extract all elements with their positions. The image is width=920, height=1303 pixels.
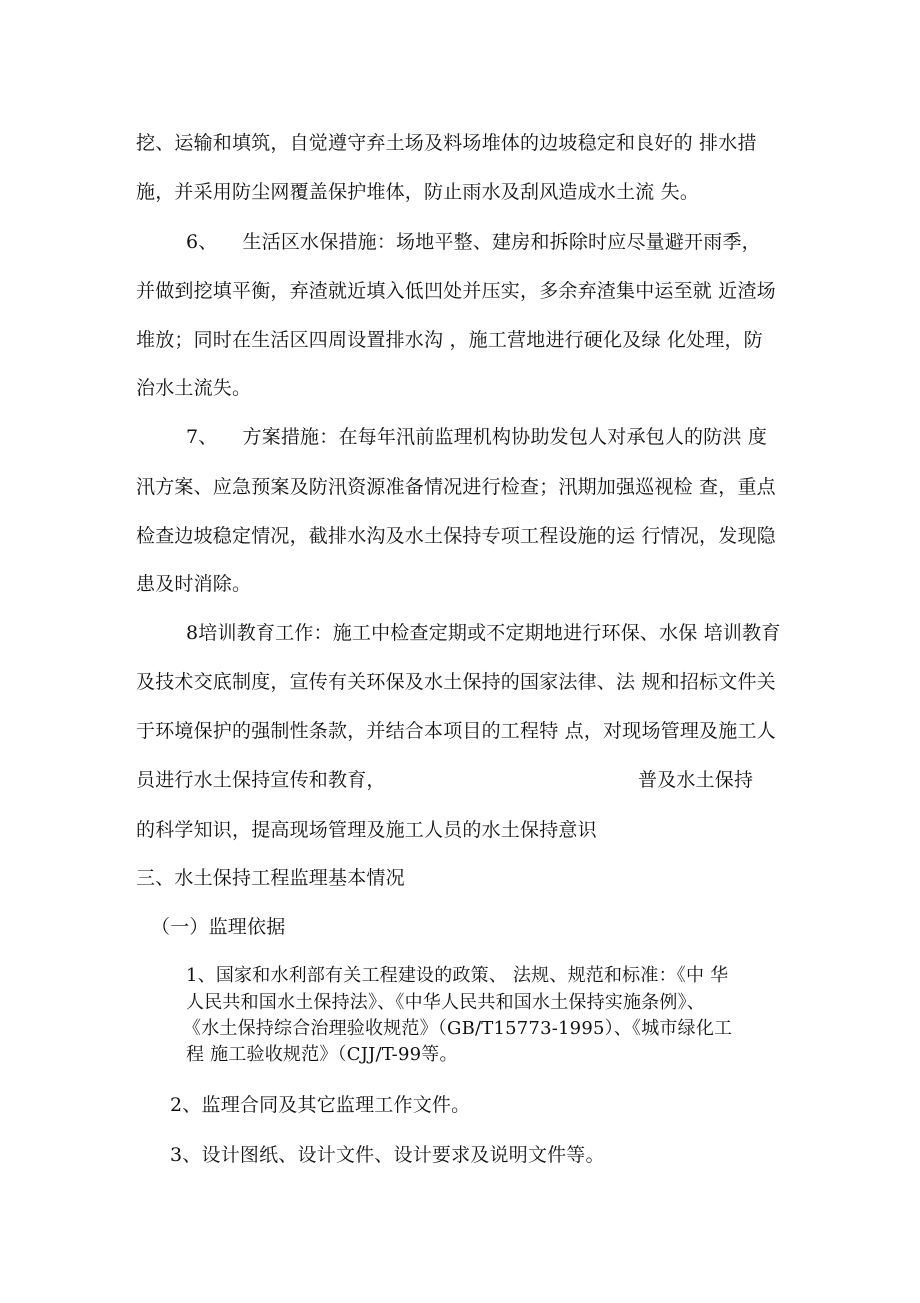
text-line: 并做到挖填平衡，弃渣就近填入低凹处并压实，多余弃渣集中运至就 近渣场	[136, 280, 776, 302]
basis-item-2: 2、监理合同及其它监理工作文件。	[170, 1094, 471, 1116]
section-item-8: 8培训教育工作：施工中检查定期或不定期地进行环保、水保 培训教育	[186, 622, 781, 644]
section-item-6: 6、 生活区水保措施：场地平整、建房和拆除时应尽量避开雨季，	[186, 231, 761, 253]
text-line: 汛方案、应急预案及防汛资源准备情况进行检查；汛期加强巡视检 查，重点	[136, 476, 776, 498]
basis-item-3: 3、设计图纸、设计文件、设计要求及说明文件等。	[170, 1144, 605, 1166]
text-line: 《水土保持综合治理验收规范》（GB/T15773-1995）、《城市绿化工	[183, 1018, 733, 1039]
text-line: 人民共和国水土保持法》、《中华人民共和国水土保持实施条例》、	[186, 992, 705, 1013]
text-line: 程 施工验收规范》（CJJ/T-99等。	[186, 1044, 458, 1065]
text-line: 员进行水土保持宣传和教育，	[136, 769, 386, 791]
subsection-heading: （一）监理依据	[151, 916, 286, 938]
section-item-7: 7、 方案措施：在每年汛前监理机构协助发包人对承包人的防洪 度	[186, 426, 768, 448]
text-line: 治水土流失。	[136, 377, 252, 399]
text-line: 检查边坡稳定情况，截排水沟及水土保持专项工程设施的运 行情况，发现隐	[136, 525, 776, 547]
text-line: 于环境保护的强制性条款，并结合本项目的工程特 点，对现场管理及施工人	[136, 720, 776, 742]
text-line: 患及时消除。	[136, 573, 252, 595]
section-heading: 三、水土保持工程监理基本情况	[136, 867, 405, 889]
text-line: 的科学知识，提高现场管理及施工人员的水土保持意识	[136, 819, 597, 841]
text-line: 堆放；同时在生活区四周设置排水沟 ，施工营地进行硬化及绿 化处理，防	[136, 329, 763, 351]
text-line: 挖、运输和填筑，自觉遵守弃土场及料场堆体的边坡稳定和良好的 排水措	[136, 132, 757, 154]
text-line: 普及水土保持	[638, 769, 754, 791]
basis-item-1: 1、国家和水利部有关工程建设的政策、 法规、规范和标准：《中 华	[186, 965, 729, 986]
text-line: 施，并采用防尘网覆盖保护堆体，防止雨水及刮风造成水土流 失。	[136, 181, 700, 203]
text-line: 及技术交底制度，宣传有关环保及水土保持的国家法律、法 规和招标文件关	[136, 671, 776, 693]
